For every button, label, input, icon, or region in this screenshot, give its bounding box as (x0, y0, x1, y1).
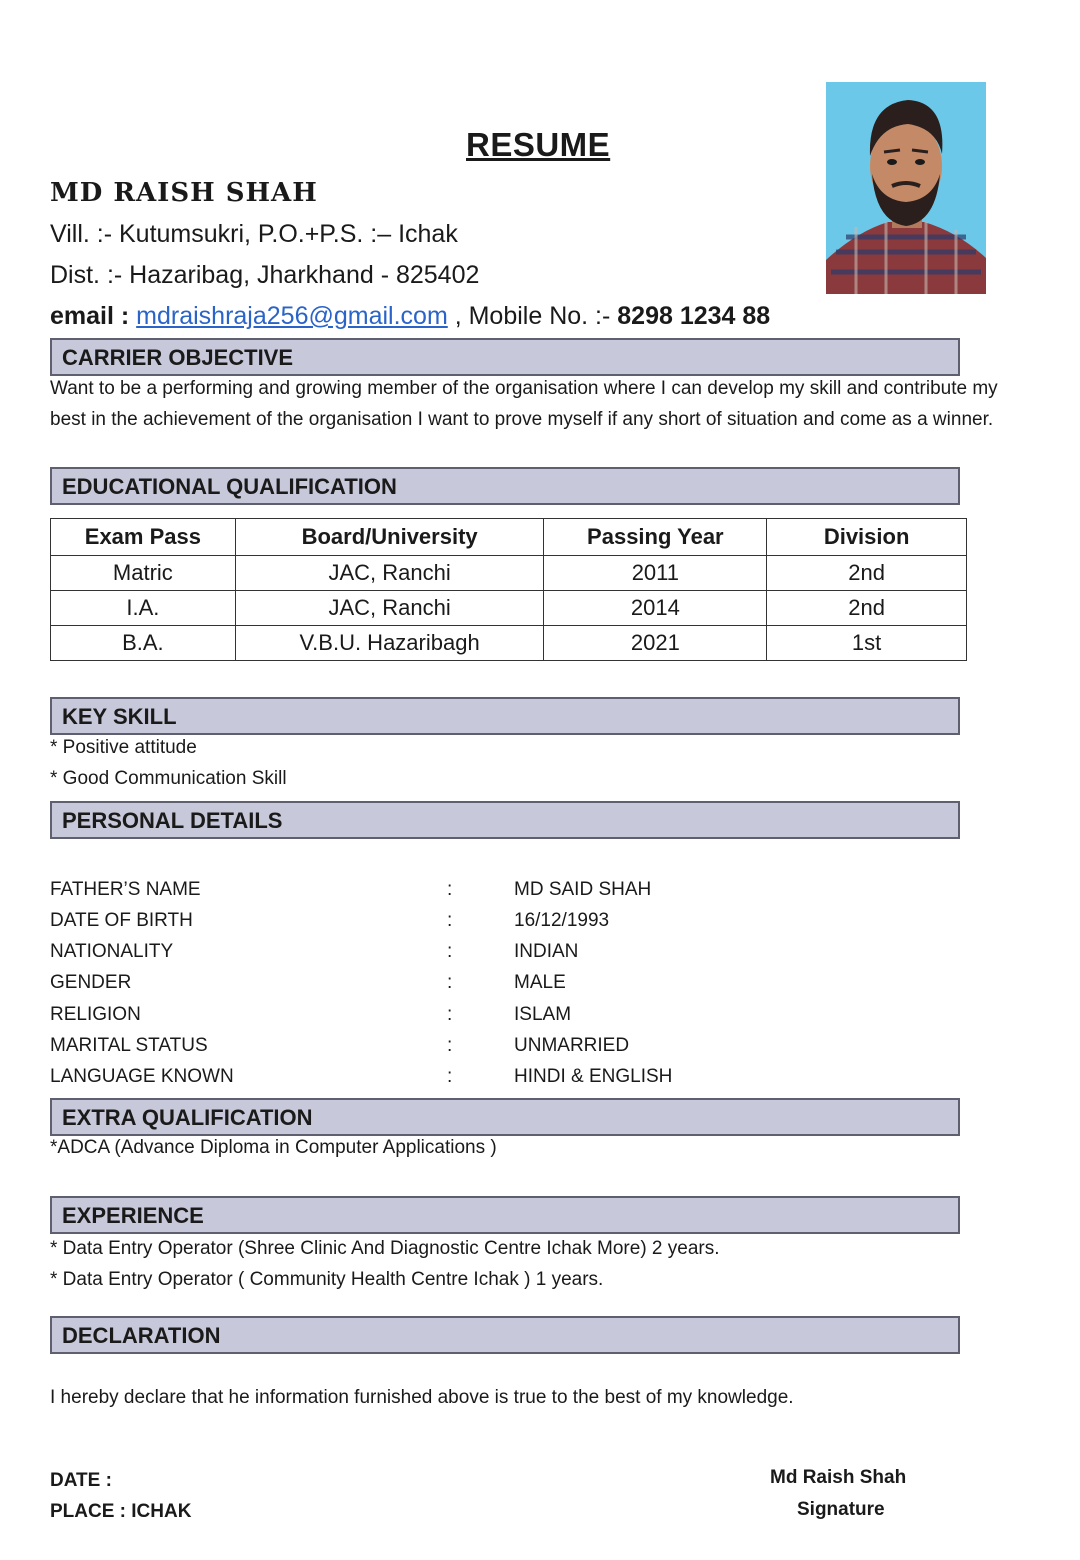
profile-photo (826, 82, 986, 294)
address-line-1: Vill. :- Kutumsukri, P.O.+P.S. :– Ichak (50, 220, 458, 248)
table-cell: 2nd (767, 556, 967, 591)
detail-label: DATE OF BIRTH (50, 910, 193, 931)
section-header-experience (50, 1196, 960, 1234)
detail-value: 16/12/1993 (514, 910, 610, 931)
detail-colon: : (447, 1066, 453, 1087)
detail-label: NATIONALITY (50, 941, 174, 962)
detail-colon: : (447, 1004, 453, 1025)
detail-label: FATHER’S NAME (50, 879, 201, 900)
detail-colon: : (447, 972, 453, 993)
detail-value: INDIAN (514, 941, 579, 962)
detail-colon: : (447, 910, 453, 931)
table-header-row (51, 519, 967, 556)
person-photo-icon (826, 82, 986, 294)
column-header: Passing Year (544, 519, 767, 556)
section-title: EXTRA QUALIFICATION (62, 1105, 313, 1130)
detail-value: HINDI & ENGLISH (514, 1066, 673, 1087)
signature-label: Signature (797, 1499, 885, 1520)
section-header-objective (50, 338, 960, 376)
education-table (50, 518, 967, 661)
place-label: PLACE : ICHAK (50, 1501, 192, 1522)
objective-text: Want to be a performing and growing member of the organisation where I can develop my skill and contribute my best in the achievement of the organisation I want to prove myself if any short of situation and come as a winner. (50, 378, 998, 430)
table-cell: 2021 (544, 626, 767, 661)
table-cell: JAC, Ranchi (235, 591, 544, 626)
experience-item: * Data Entry Operator (Shree Clinic And Diagnostic Centre Ichak More) 2 years. (50, 1238, 720, 1259)
email-label: email : (50, 302, 130, 330)
extra-qualification-text: *ADCA (Advance Diploma in Computer Applications ) (50, 1137, 497, 1158)
document-title: RESUME (466, 126, 611, 163)
mobile-label: , Mobile No. :- (454, 302, 611, 330)
detail-value: MD SAID SHAH (514, 879, 652, 900)
section-title: DECLARATION (62, 1323, 221, 1348)
table-cell: B.A. (51, 626, 236, 661)
detail-colon: : (447, 1035, 453, 1056)
date-label: DATE : (50, 1470, 112, 1491)
detail-label: LANGUAGE KNOWN (50, 1066, 234, 1087)
contact-line (50, 302, 770, 331)
table-cell: 1st (767, 626, 967, 661)
candidate-name: MD RAISH SHAH (50, 178, 318, 208)
email-link[interactable]: mdraishraja256@gmail.com (136, 302, 448, 330)
table-cell: JAC, Ranchi (235, 556, 544, 591)
detail-label: GENDER (50, 972, 132, 993)
column-header: Exam Pass (51, 519, 236, 556)
detail-value: UNMARRIED (514, 1035, 630, 1056)
table-cell: V.B.U. Hazaribagh (235, 626, 544, 661)
detail-label: RELIGION (50, 1004, 141, 1025)
section-header-personal (50, 801, 960, 839)
experience-item: * Data Entry Operator ( Community Health Centre Ichak ) 1 years. (50, 1269, 604, 1290)
section-title: EXPERIENCE (62, 1203, 204, 1228)
detail-value: MALE (514, 972, 566, 993)
table-cell: Matric (51, 556, 236, 591)
mobile-number: 8298 1234 88 (617, 302, 771, 330)
column-header: Division (767, 519, 967, 556)
address-line-2: Dist. :- Hazaribag, Jharkhand - 825402 (50, 261, 480, 289)
section-header-skills (50, 697, 960, 735)
table-cell: 2011 (544, 556, 767, 591)
table-row (51, 556, 967, 591)
table-row (51, 626, 967, 661)
declaration-text: I hereby declare that he information furnished above is true to the best of my knowledge. (50, 1387, 794, 1408)
skill-item: * Good Communication Skill (50, 768, 287, 789)
section-title: PERSONAL DETAILS (62, 808, 283, 833)
table-cell: 2nd (767, 591, 967, 626)
section-title: EDUCATIONAL QUALIFICATION (62, 474, 397, 499)
detail-label: MARITAL STATUS (50, 1035, 208, 1056)
signature-name: Md Raish Shah (770, 1467, 907, 1488)
detail-colon: : (447, 879, 453, 900)
section-header-declaration (50, 1316, 960, 1354)
section-header-education (50, 467, 960, 505)
table-row (51, 591, 967, 626)
skill-item: * Positive attitude (50, 737, 197, 758)
detail-value: ISLAM (514, 1004, 572, 1025)
section-title: CARRIER OBJECTIVE (62, 345, 294, 370)
detail-colon: : (447, 941, 453, 962)
column-header: Board/University (235, 519, 544, 556)
table-cell: 2014 (544, 591, 767, 626)
section-title: KEY SKILL (62, 704, 177, 729)
table-cell: I.A. (51, 591, 236, 626)
section-header-extra (50, 1098, 960, 1136)
